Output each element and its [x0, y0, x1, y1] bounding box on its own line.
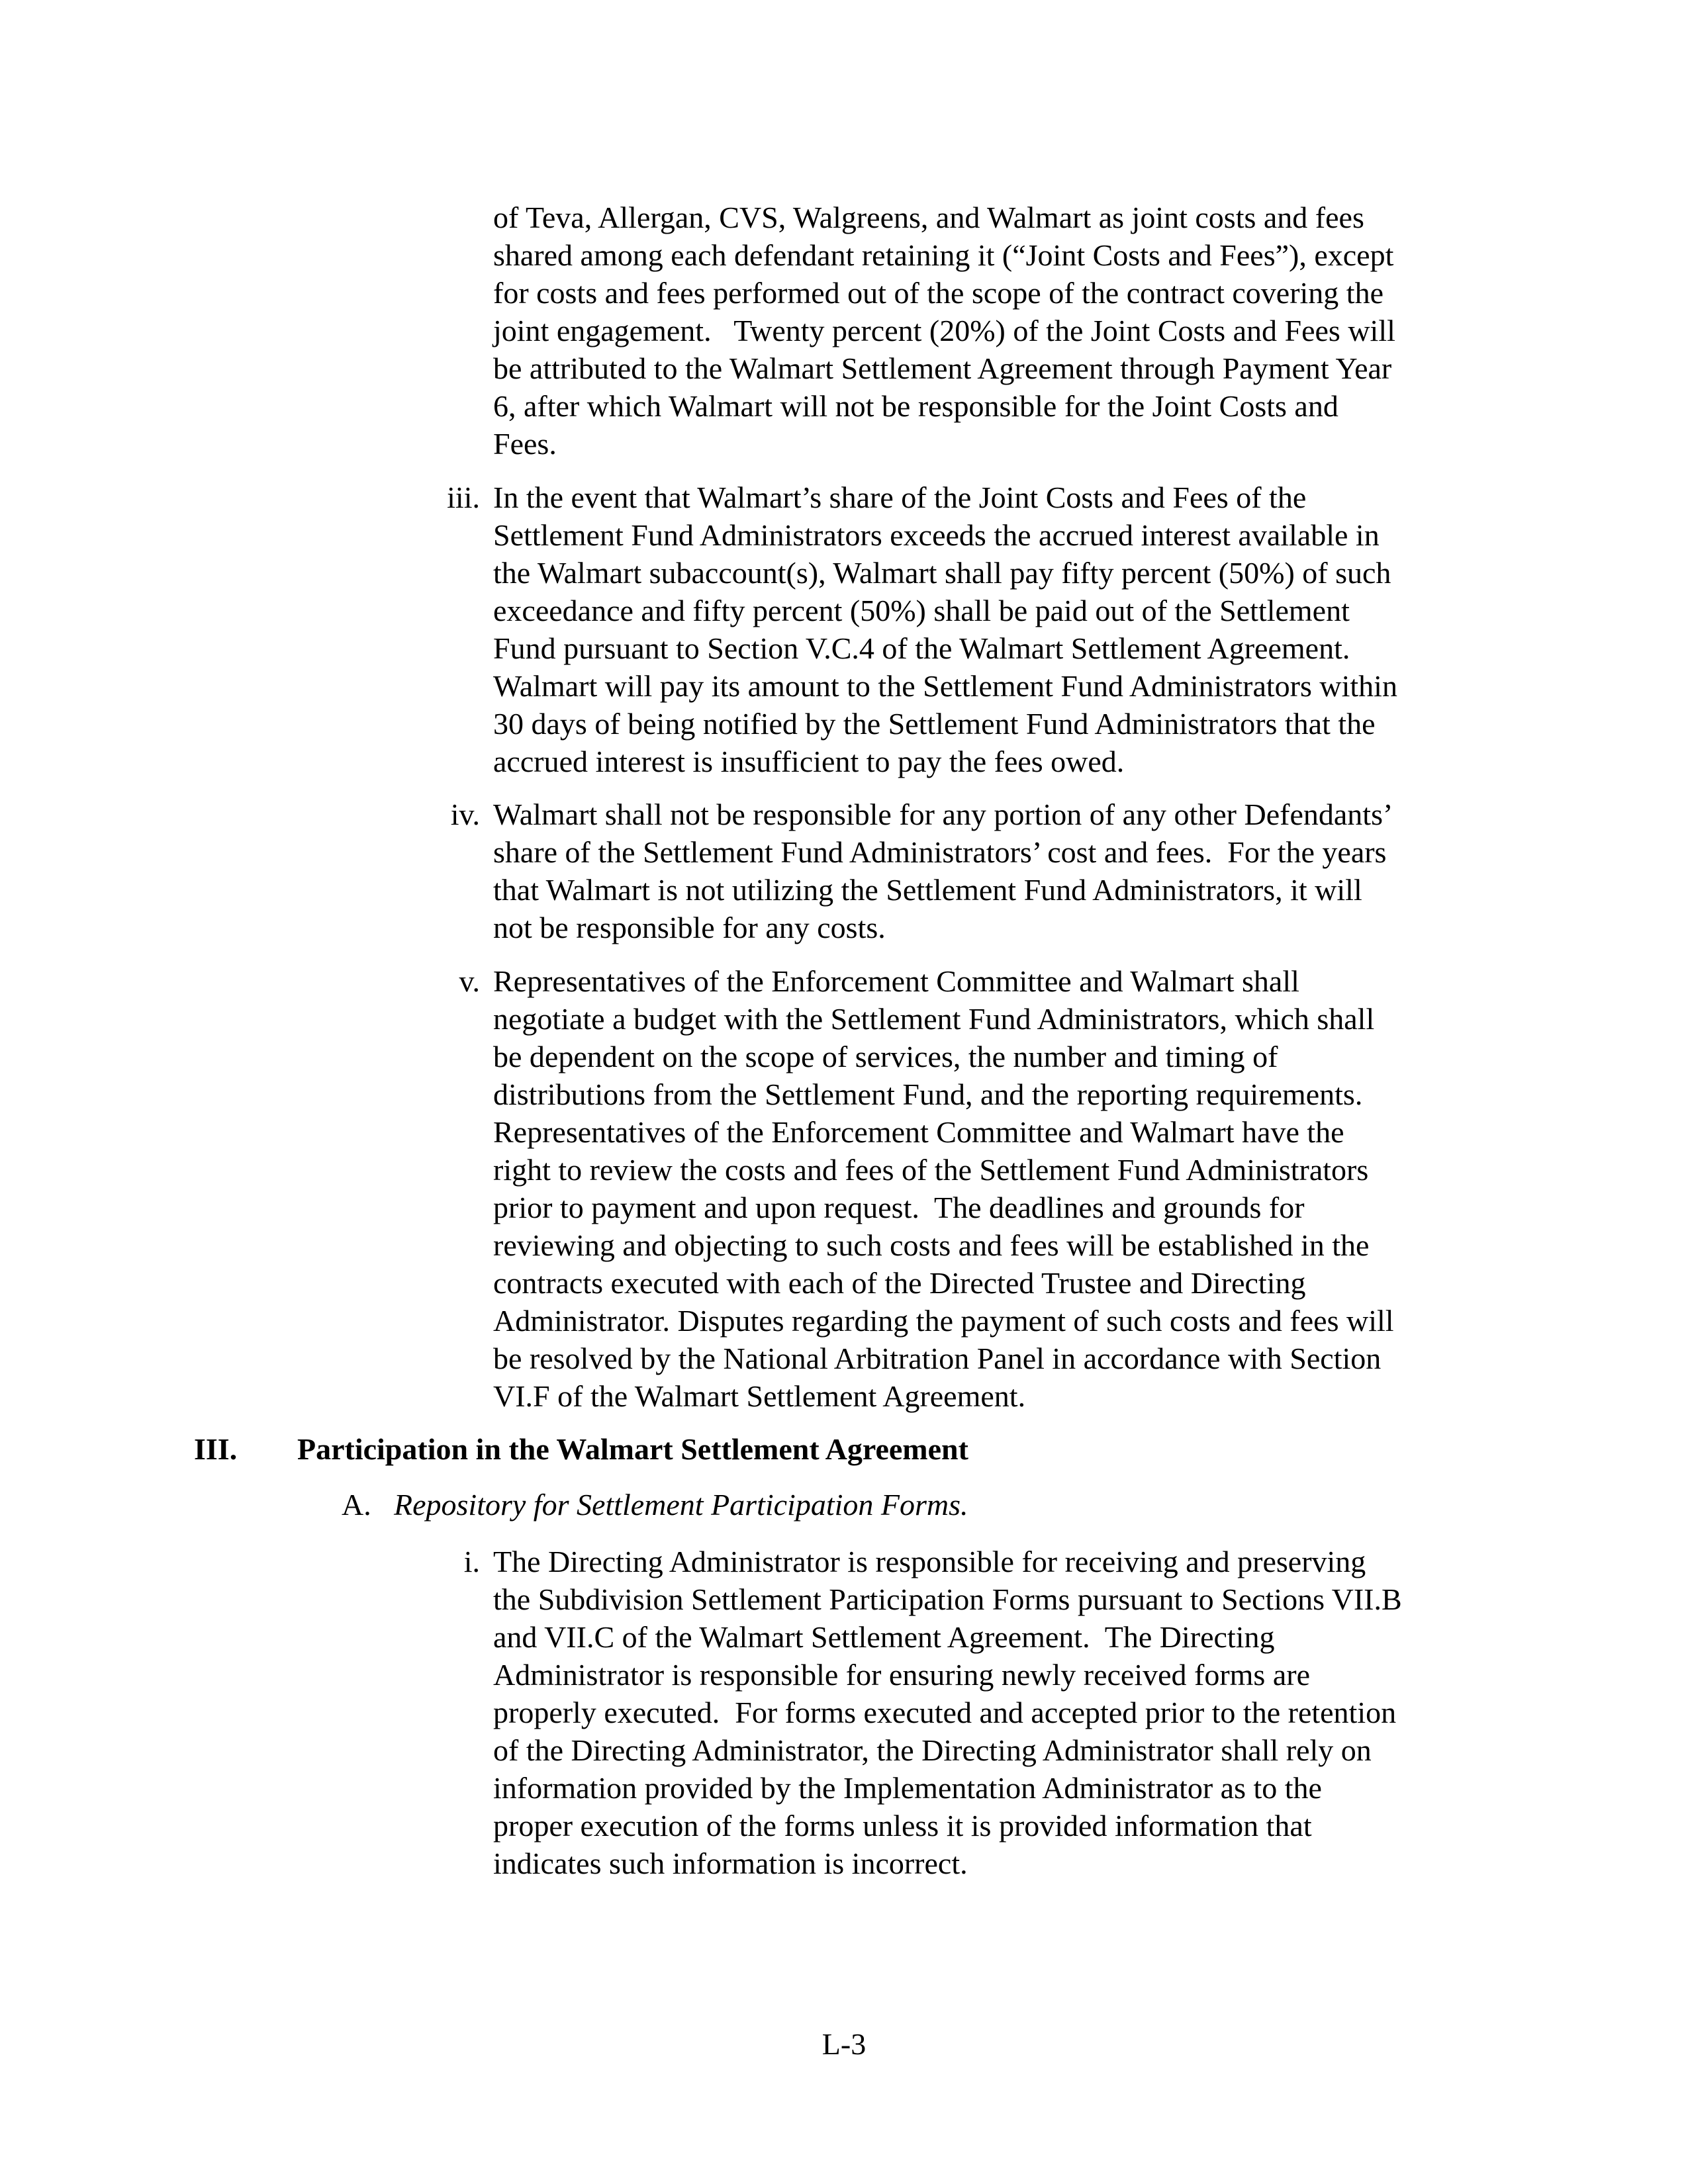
text-line: distributions from the Settlement Fund, and the reporting requirements. [493, 1077, 1363, 1111]
subsection-marker: A. [342, 1488, 371, 1522]
page-number: L-3 [821, 2027, 867, 2061]
text-line: indicates such information is incorrect. [493, 1846, 968, 1880]
text-line: Representatives of the Enforcement Committee and Walmart shall [493, 964, 1299, 998]
text-line: Fees. [493, 427, 557, 461]
text-line: negotiate a budget with the Settlement Fund Administrators, which shall [493, 1002, 1375, 1036]
text-line: the Walmart subaccount(s), Walmart shall pay fifty percent (50%) of such [493, 556, 1391, 590]
text-line: contracts executed with each of the Directed Trustee and Directing [493, 1266, 1306, 1300]
text-line: prior to payment and upon request. The deadlines and grounds for [493, 1191, 1305, 1224]
subsection-heading: Repository for Settlement Participation Forms. [394, 1488, 968, 1522]
section-heading: Participation in the Walmart Settlement Agreement [297, 1432, 968, 1466]
text-line: of the Directing Administrator, the Directing Administrator shall rely on [493, 1733, 1372, 1767]
text-line: VI.F of the Walmart Settlement Agreement. [493, 1379, 1026, 1413]
text-line: of Teva, Allergan, CVS, Walgreens, and Walmart as joint costs and fees [493, 201, 1364, 234]
list-marker: v. [459, 964, 480, 998]
text-line: and VII.C of the Walmart Settlement Agreement. The Directing [493, 1620, 1275, 1654]
text-line: properly executed. For forms executed and accepted prior to the retention [493, 1696, 1397, 1729]
text-line: Walmart will pay its amount to the Settlement Fund Administrators within [493, 669, 1397, 703]
text-line: reviewing and objecting to such costs and fees will be established in the [493, 1228, 1370, 1262]
section-number: III. [194, 1432, 238, 1466]
text-line: 30 days of being notified by the Settlement Fund Administrators that the [493, 707, 1376, 741]
text-line: proper execution of the forms unless it is provided information that [493, 1809, 1312, 1843]
text-line: be attributed to the Walmart Settlement Agreement through Payment Year [493, 351, 1392, 385]
text-line: In the event that Walmart’s share of the Joint Costs and Fees of the [493, 480, 1307, 514]
text-line: 6, after which Walmart will not be responsible for the Joint Costs and [493, 389, 1338, 423]
text-line: Walmart shall not be responsible for any portion of any other Defendants’ [493, 797, 1393, 831]
text-line: accrued interest is insufficient to pay the fees owed. [493, 745, 1125, 778]
text-line: the Subdivision Settlement Participation Forms pursuant to Sections VII.B [493, 1582, 1402, 1616]
text-line: joint engagement. Twenty percent (20%) of the Joint Costs and Fees will [493, 314, 1395, 347]
list-marker: i. [463, 1545, 480, 1578]
text-line: right to review the costs and fees of the Settlement Fund Administrators [493, 1153, 1369, 1187]
text-line: information provided by the Implementation Administrator as to the [493, 1771, 1322, 1805]
list-marker: iii. [447, 480, 480, 514]
text-line: be dependent on the scope of services, the number and timing of [493, 1040, 1278, 1073]
text-line: Administrator. Disputes regarding the payment of such costs and fees will [493, 1304, 1394, 1338]
text-line: exceedance and fifty percent (50%) shall be paid out of the Settlement [493, 594, 1350, 627]
text-line: Administrator is responsible for ensuring newly received forms are [493, 1658, 1310, 1692]
text-line: Fund pursuant to Section V.C.4 of the Walmart Settlement Agreement. [493, 631, 1350, 665]
text-line: share of the Settlement Fund Administrators’ cost and fees. For the years [493, 835, 1387, 869]
text-line: not be responsible for any costs. [493, 911, 886, 944]
text-line: be resolved by the National Arbitration Panel in accordance with Section [493, 1342, 1382, 1375]
text-line: for costs and fees performed out of the scope of the contract covering the [493, 276, 1383, 310]
text-line: Settlement Fund Administrators exceeds the accrued interest available in [493, 518, 1380, 552]
text-line: that Walmart is not utilizing the Settlement Fund Administrators, it will [493, 873, 1362, 907]
list-marker: iv. [450, 797, 480, 831]
text-line: shared among each defendant retaining it (“Joint Costs and Fees”), except [493, 238, 1394, 272]
text-line: The Directing Administrator is responsible for receiving and preserving [493, 1545, 1366, 1578]
text-line: Representatives of the Enforcement Committee and Walmart have the [493, 1115, 1344, 1149]
